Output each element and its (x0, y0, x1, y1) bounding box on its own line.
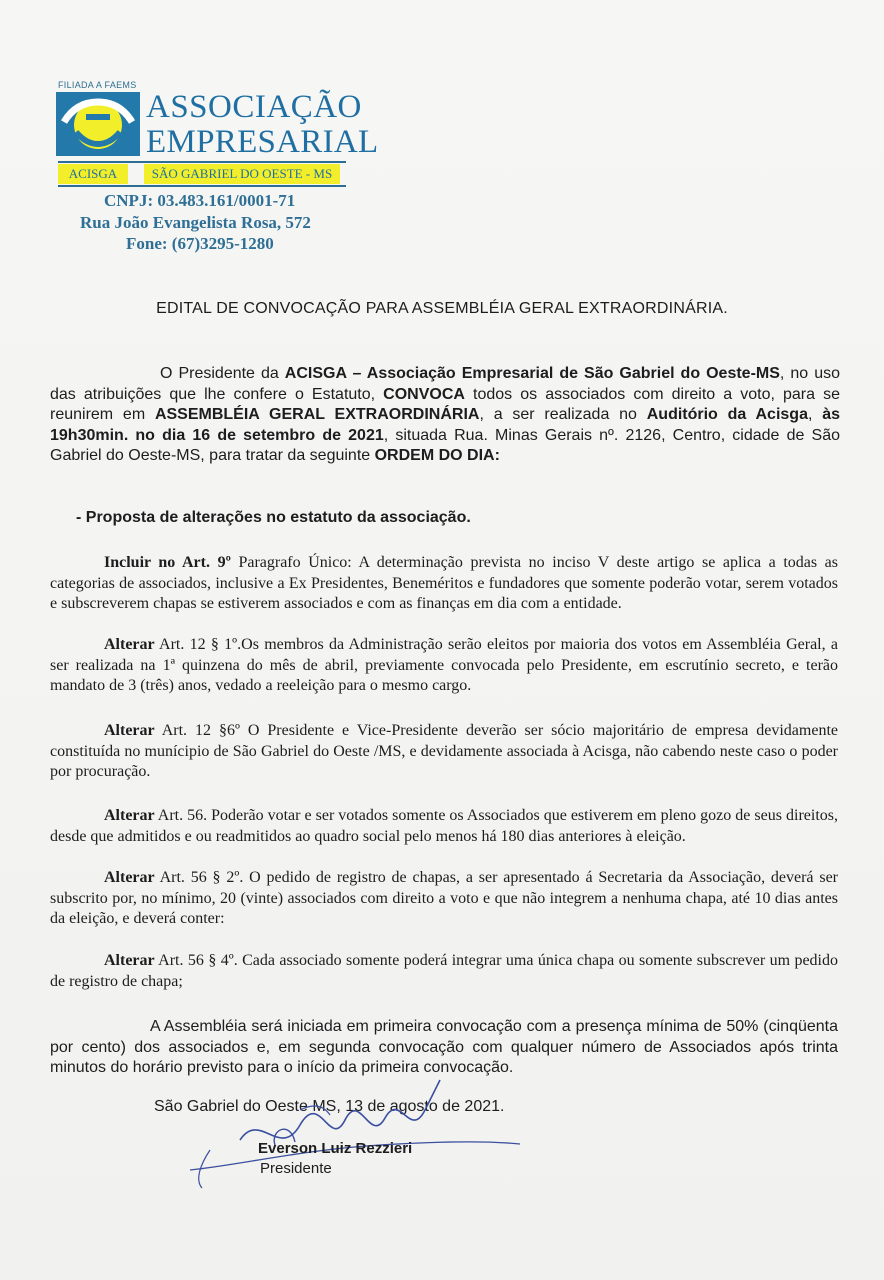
affiliation-label: FILIADA A FAEMS (58, 80, 137, 90)
cnpj-line: CNPJ: 03.483.161/0001-71 (104, 191, 296, 210)
clause-paragraph: Alterar Art. 12 § 1º.Os membros da Administração serão eleitos por maioria dos votos em Assembléia Geral, a ser realizada na 1ª quinzena do mês de abril, previamente convocada pelo Presidente, em escrutínio secreto, e terão mandato de 3 (três) anos, vedado a reeleição para o mesmo cargo. (50, 636, 838, 694)
intro-paragraph: O Presidente da ACISGA – Associação Empresarial de São Gabriel do Oeste-MS, no uso das atribuições que lhe confere o Estatuto, CONVOCA todos os associados com direito a voto, para se reunirem em ASSEMBLÉIA GERAL EXTRAORDINÁRIA, a ser realizada no Auditório da Acisga, às 19h30min. no dia 16 de setembro de 2021, situada Rua. Minas Gerais nº. 2126, Centro, cidade de São Gabriel do Oeste-MS, para tratar da seguinte ORDEM DO DIA: (50, 365, 841, 464)
signer-role: Presidente (260, 1160, 332, 1177)
brand-line-1: ASSOCIAÇÃO (146, 89, 362, 125)
header-divider (58, 185, 346, 187)
document-title: EDITAL DE CONVOCAÇÃO PARA ASSEMBLÉIA GERAL EXTRAORDINÁRIA. (156, 300, 728, 317)
clause-paragraph: Alterar Art. 56. Poderão votar e ser votados somente os Associados que estiverem em pleno gozo de seus direitos, desde que admitidos e ou readmitidos ao quadro social pelo menos há 180 dias anteriores à eleição. (50, 807, 838, 845)
handwritten-signature (180, 1070, 540, 1190)
address-line: Rua João Evangelista Rosa, 572 (80, 213, 311, 232)
phone-line: Fone: (67)3295-1280 (126, 234, 274, 253)
city-tag: SÃO GABRIEL DO OESTE - MS (144, 164, 340, 184)
signer-name: Everson Luiz Rezzieri (258, 1140, 413, 1157)
clause-paragraph: Alterar Art. 56 § 2º. O pedido de registro de chapas, a ser apresentado á Secretaria da Associação, deverá ser subscrito por, no mínimo, 20 (vinte) associados com direito a voto e que não integrem a nenhuma chapa, até 10 dias antes da eleição, e deverá conter: (50, 869, 838, 927)
association-logo-icon (56, 92, 140, 156)
acronym-tag: ACISGA (58, 164, 128, 184)
clause-paragraph: Incluir no Art. 9º Paragrafo Único: A determinação prevista no inciso V deste artigo se aplica a todas as categorias de associados, inclusive a Ex Presidentes, Beneméritos e fundadores que somente poderão votar, serem votados e subscreverem chapas se estiverem associados e com as finanças em dia com a entidade. (50, 554, 839, 612)
header-divider (58, 161, 346, 163)
quorum-paragraph: A Assembléia será iniciada em primeira convocação com a presença mínima de 50% (cinqüenta por cento) dos associados e, em segunda convocação com qualquer número de Associados após trinta minutos do horário previsto para o início da primeira convocação. (50, 1018, 838, 1076)
brand-line-2: EMPRESARIAL (146, 124, 379, 160)
date-line: São Gabriel do Oeste MS, 13 de agosto de 2021. (154, 1098, 505, 1115)
agenda-item: - Proposta de alterações no estatuto da associação. (76, 509, 471, 526)
clause-paragraph: Alterar Art. 12 §6º O Presidente e Vice-Presidente deverão ser sócio majoritário de empresa devidamente constituída no munícipio de São Gabriel do Oeste /MS, e devidamente associada à Acisga, não cabendo neste caso o poder por procuração. (50, 722, 838, 780)
clause-paragraph: Alterar Art. 56 § 4º. Cada associado somente poderá integrar uma única chapa ou somente subscrever um pedido de registro de chapa; (50, 952, 838, 990)
